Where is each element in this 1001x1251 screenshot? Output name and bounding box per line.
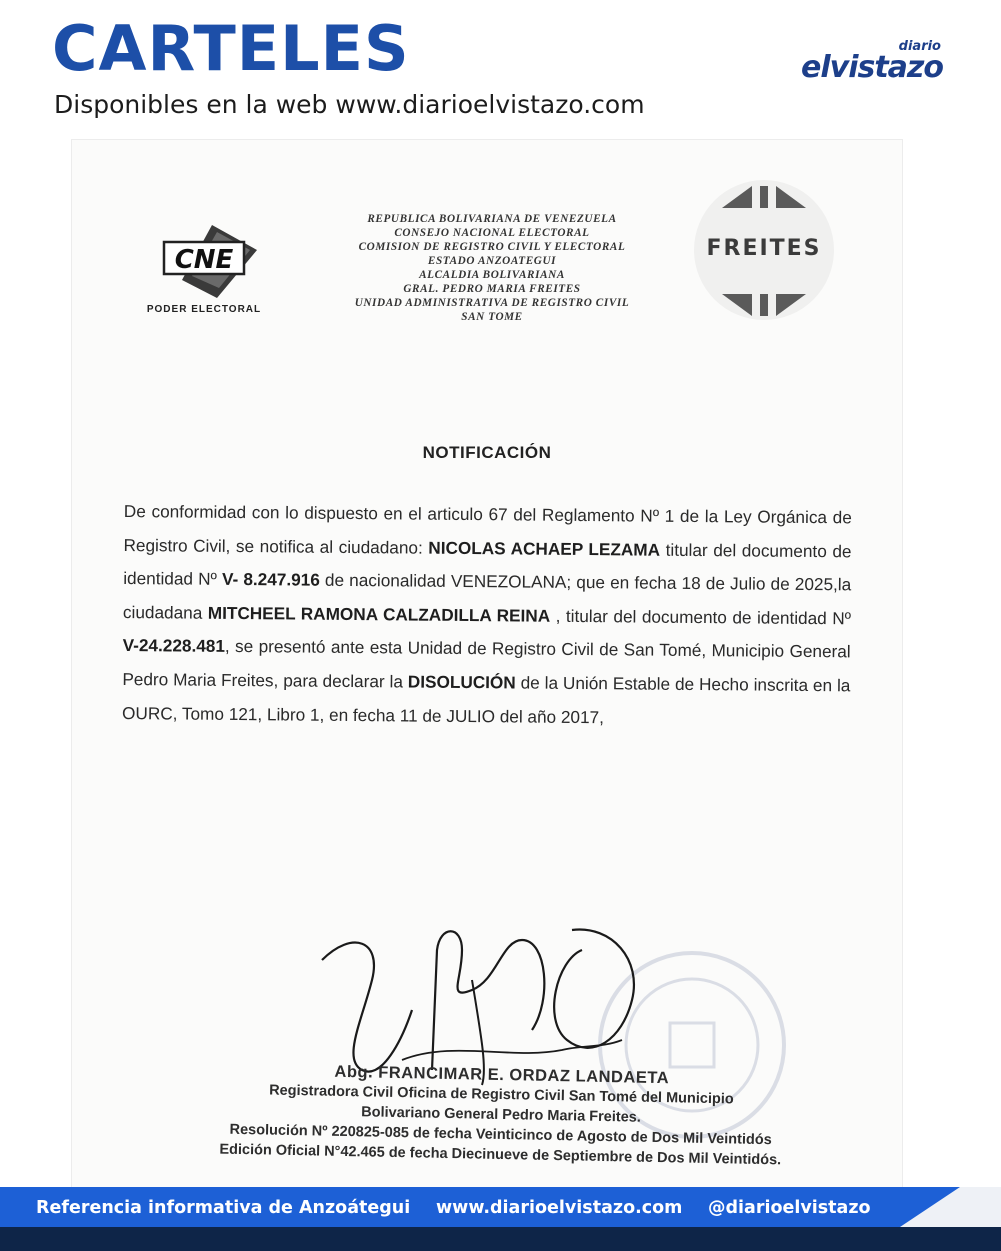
body-text: , titular del documento de identidad Nº — [550, 605, 852, 629]
signer-name: Abg. FRANCIMAR E. ORDAZ LANDAETA — [334, 1062, 670, 1088]
signer-gazette: Edición Oficial N°42.465 de fecha Diecinueve de Septiembre de Dos Mil Veintidós. — [219, 1141, 782, 1169]
logo-small-text: diario — [898, 39, 941, 54]
citizen2-id: V-24.228.481 — [122, 635, 226, 657]
body-text: de nacionalidad VENEZOLANA; que en fecha 18 de Julio de 2025,la ciudadana — [122, 569, 852, 623]
body-text: titular del documento de identidad Nº — [123, 539, 852, 590]
header-line: ALCALDIA BOLIVARIANA — [419, 269, 565, 281]
footer-edge-cut — [900, 1187, 960, 1227]
header-line: UNIDAD ADMINISTRATIVA DE REGISTRO CIVIL — [354, 297, 630, 309]
document-header — [302, 212, 682, 324]
banner-subtitle: Disponibles en la web www.diarioelvistazo.com — [54, 90, 645, 119]
header-line: GRAL. PEDRO MARIA FREITES — [403, 283, 581, 295]
header-line: CONSEJO NACIONAL ELECTORAL — [394, 227, 590, 239]
notification-document — [72, 140, 902, 1190]
signer-role: Bolivariano General Pedro Maria Freites. — [361, 1104, 641, 1126]
banner-title: CARTELES — [52, 12, 410, 85]
header-line: ESTADO ANZOATEGUI — [427, 255, 557, 267]
cne-logo-icon — [162, 220, 257, 300]
body-text: de la Unión Estable de Hecho inscrita en la OURC, Tomo 121, Libro 1, en fecha 11 de JULIO del año 2017, — [122, 672, 851, 727]
footer-handle[interactable]: @diarioelvistazo — [708, 1198, 871, 1218]
signer-resolution: Resolución Nº 220825-085 de fecha Veinticinco de Agosto de Dos Mil Veintidós — [229, 1121, 772, 1149]
citizen-name: NICOLAS ACHAEP LEZAMA — [428, 537, 661, 560]
act-type: DISOLUCIÓN — [407, 671, 516, 693]
footer-bar — [0, 1187, 1001, 1227]
body-text: De conformidad con lo dispuesto en el articulo 67 del Reglamento Nº 1 de la Ley Orgánica de Registro Civil, se notifica al ciudadano: — [123, 500, 852, 558]
freites-logo-text: FREITES — [706, 236, 822, 261]
logo-main-text: elvistazo — [801, 50, 943, 85]
body-text: , se presentó ante esta Unidad de Registro Civil de San Tomé, Municipio General Pedro Maria Freites, para declarar la — [122, 636, 851, 692]
header-line: REPUBLICA BOLIVARIANA DE VENEZUELA — [367, 213, 617, 225]
freites-logo — [694, 180, 834, 320]
citizen-id: V- 8.247.916 — [221, 569, 320, 590]
cne-logo-text: CNE — [174, 245, 234, 275]
freites-top-shape — [722, 186, 806, 208]
footer-website[interactable]: www.diarioelvistazo.com — [436, 1198, 683, 1218]
header-line: COMISION DE REGISTRO CIVIL Y ELECTORAL — [358, 241, 626, 253]
footer-underbar — [0, 1227, 1001, 1251]
header-line: SAN TOME — [461, 311, 523, 323]
citizen2-name: MITCHEEL RAMONA CALZADILLA REINA — [207, 602, 551, 626]
notification-title: NOTIFICACIÓN — [422, 443, 552, 462]
cne-caption: PODER ELECTORAL — [146, 304, 262, 315]
signer-block — [150, 1058, 852, 1171]
freites-bottom-shape — [722, 294, 806, 316]
cne-logo — [144, 220, 264, 320]
elvistazo-logo — [801, 40, 943, 83]
signer-role: Registradora Civil Oficina de Registro Civil San Tomé del Municipio — [269, 1082, 734, 1108]
notification-body — [122, 495, 852, 737]
footer-tagline: Referencia informativa de Anzoátegui — [36, 1198, 411, 1218]
